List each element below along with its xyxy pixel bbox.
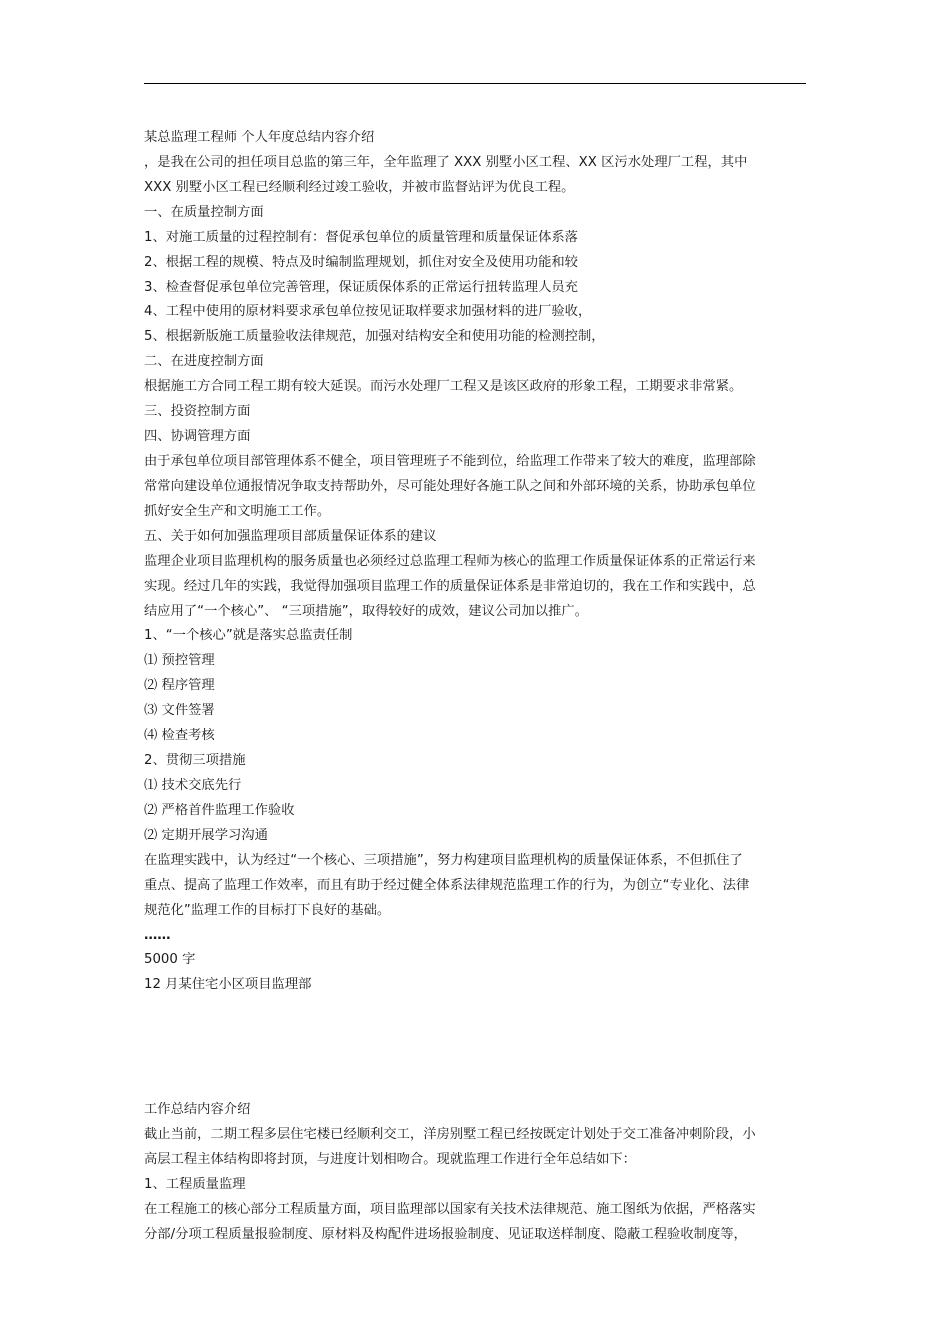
section-heading: 三、投资控制方面 <box>144 404 251 420</box>
paragraph-line: 实现。经过几年的实践，我觉得加强项目监理工作的质量保证体系是非常迫切的，我在工作和实践中，总 <box>144 578 756 594</box>
section-heading: 一、在质量控制方面 <box>144 204 264 220</box>
paragraph-line: 由于承包单位项目部管理体系不健全，项目管理班子不能到位，给监理工作带来了较大的难度，监理部除 <box>144 453 756 469</box>
sub-list-item: ⑴ 预控管理 <box>144 653 215 669</box>
list-item: 4、工程中使用的原材料要求承包单位按见证取样要求加强材料的进厂验收， <box>144 304 592 320</box>
doc-subtitle: 工作总结内容介绍 <box>144 1101 251 1117</box>
list-item: 1、工程质量监理 <box>144 1176 246 1192</box>
paragraph-line: 截止当前，二期工程多层住宅楼已经顺利交工，洋房别墅工程已经按既定计划处于交工准备冲刺阶段，小 <box>144 1126 756 1142</box>
ellipsis: …… <box>144 927 171 943</box>
paragraph-line: 监理企业项目监理机构的服务质量也必须经过总监理工程师为核心的监理工作质量保证体系的正常运行来 <box>144 553 756 569</box>
section-heading: 二、在进度控制方面 <box>144 354 264 370</box>
paragraph-line: 根据施工方合同工程工期有较大延误。而污水处理厂工程又是该区政府的形象工程，工期要求非常紧。 <box>144 379 743 395</box>
sub-list-item: ⑵ 程序管理 <box>144 678 215 694</box>
paragraph-line: 常常向建设单位通报情况争取支持帮助外，尽可能处理好各施工队之间和外部环境的关系，协助承包单位 <box>144 478 756 494</box>
paragraph-line: 高层工程主体结构即将封顶，与进度计划相吻合。现就监理工作进行全年总结如下： <box>144 1151 636 1167</box>
paragraph-line: 结应用了“一个核心”、 “三项措施”，取得较好的成效，建议公司加以推广。 <box>144 603 588 619</box>
paragraph-line: 重点、提高了监理工作效率，而且有助于经过健全体系法律规范监理工作的行为，为创立“专业化、法律 <box>144 877 750 893</box>
list-item: 2、贯彻三项措施 <box>144 753 246 769</box>
sub-list-item: ⑴ 技术交底先行 <box>144 777 242 793</box>
section-spacer <box>144 998 808 1098</box>
paragraph-line: 抓好安全生产和文明施工工作。 <box>144 503 331 519</box>
sub-list-item: ⑶ 文件签署 <box>144 703 215 719</box>
sub-list-item: ⑷ 检查考核 <box>144 728 215 744</box>
signature-line: 12 月某住宅小区项目监理部 <box>144 977 312 993</box>
doc-title: 某总监理工程师 个人年度总结内容介绍 <box>144 130 375 145</box>
paragraph-line: 在监理实践中，认为经过“一个核心、三项措施”，努力构建项目监理机构的质量保证体系，不但抓住了 <box>144 852 743 868</box>
paragraph-line: 在工程施工的核心部分工程质量方面，项目监理部以国家有关技术法律规范、施工图纸为依据，严格落实 <box>144 1201 756 1217</box>
document-body <box>144 126 808 1247</box>
list-item: 1、“一个核心”就是落实总监责任制 <box>144 628 353 644</box>
paragraph-line: XXX 别墅小区工程已经顺利经过竣工验收，并被市监督站评为优良工程。 <box>144 179 575 195</box>
list-item: 3、检查督促承包单位完善管理，保证质保体系的正常运行扭转监理人员充 <box>144 279 578 295</box>
paragraph-line: 规范化”监理工作的目标打下良好的基础。 <box>144 902 391 918</box>
list-item: 2、根据工程的规模、特点及时编制监理规划，抓住对安全及使用功能和较 <box>144 254 578 270</box>
list-item: 5、根据新版施工质量验收法律规范，加强对结构安全和使用功能的检测控制， <box>144 329 605 345</box>
paragraph-line: 分部/分项工程质量报验制度、原材料及构配件进场报验制度、见证取送样制度、隐蔽工程验收制度等， <box>144 1226 747 1242</box>
section-heading: 五、关于如何加强监理项目部质量保证体系的建议 <box>144 528 437 544</box>
section-heading: 四、协调管理方面 <box>144 429 251 445</box>
sub-list-item: ⑵ 严格首件监理工作验收 <box>144 802 295 818</box>
header-rule <box>144 83 806 84</box>
paragraph-line: ，是我在公司的担任项目总监的第三年，全年监理了 XXX 别墅小区工程、XX 区污水处理厂工程，其中 <box>144 154 748 170</box>
word-count: 5000 字 <box>144 952 196 968</box>
sub-list-item: ⑵ 定期开展学习沟通 <box>144 827 268 843</box>
list-item: 1、对施工质量的过程控制有：督促承包单位的质量管理和质量保证体系落 <box>144 229 578 245</box>
